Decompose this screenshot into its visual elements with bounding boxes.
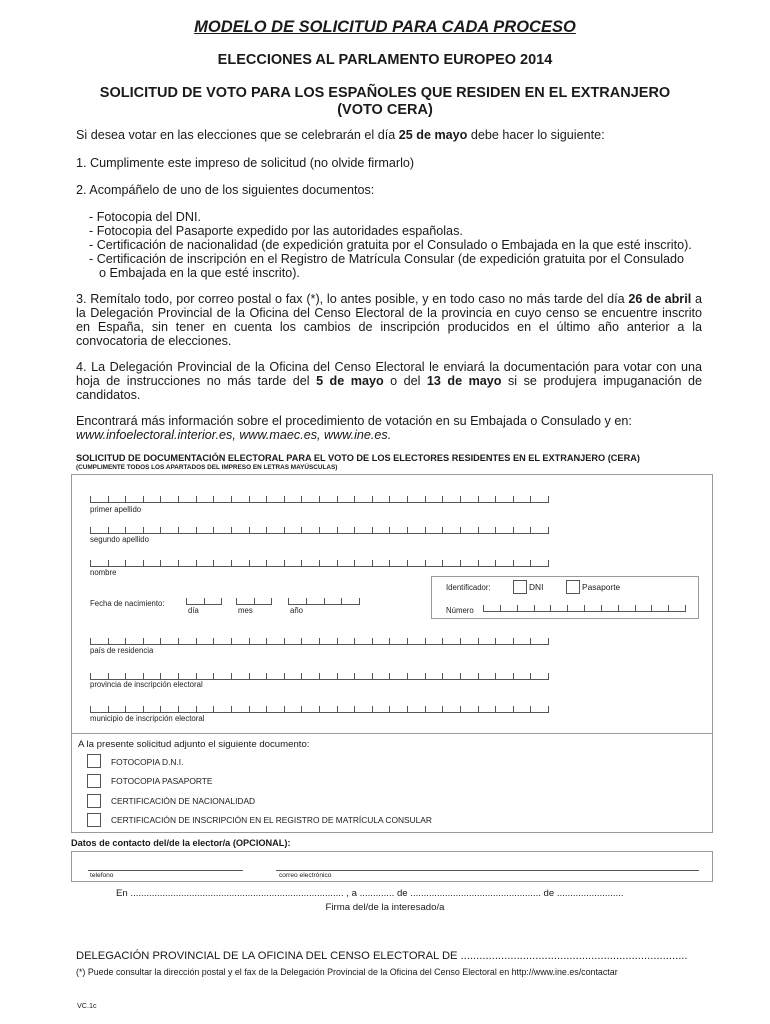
comb-tick — [517, 605, 518, 612]
comb-tick — [125, 496, 126, 503]
comb-tick — [90, 496, 91, 503]
step-4-part3: si se produjera impuganación de candidatos. — [76, 374, 702, 402]
comb-tick — [425, 706, 426, 713]
step-2: 2. Acompáñelo de uno de los siguientes documentos: — [76, 183, 375, 197]
comb-tick — [178, 527, 179, 534]
certificacion-nacionalidad-label: CERTIFICACIÓN DE NACIONALIDAD — [111, 796, 256, 806]
comb-tick — [425, 673, 426, 680]
doc-item-matricula-cont: o Embajada en la que esté inscrito). — [99, 266, 300, 280]
comb-tick — [354, 706, 355, 713]
provincia-field[interactable] — [90, 672, 549, 680]
comb-tick — [548, 706, 549, 713]
provincia-label: provincia de inscripción electoral — [90, 680, 203, 689]
request-heading — [0, 85, 770, 119]
comb-tick — [389, 638, 390, 645]
doc-item-nacionalidad: - Certificación de nacionalidad (de expedición gratuita por el Consulado o Embajada en la que esté inscrito). — [89, 238, 692, 252]
footer-note: (*) Puede consultar la dirección postal y el fax de la Delegación Provincial de la Oficina del Censo Electoral en http://www.ine.es/contactar — [76, 967, 618, 977]
comb-tick — [407, 560, 408, 567]
more-info — [76, 414, 702, 442]
dia-field[interactable] — [186, 597, 222, 605]
comb-tick — [249, 560, 250, 567]
pasaporte-checkbox[interactable] — [566, 580, 580, 594]
comb-tick — [108, 496, 109, 503]
comb-tick — [306, 598, 307, 605]
comb-tick — [213, 638, 214, 645]
form-note: (CUMPLIMENTE TODOS LOS APARTADOS DEL IMPRESO EN LETRAS MAYÚSCULAS) — [76, 464, 338, 471]
numero-label: Número — [446, 606, 474, 615]
comb-tick — [425, 527, 426, 534]
comb-tick — [196, 560, 197, 567]
comb-tick — [513, 706, 514, 713]
comb-tick — [548, 638, 549, 645]
delegacion-line: DELEGACIÓN PROVINCIAL DE LA OFICINA DEL CENSO ELECTORAL DE ......................................................................... — [76, 950, 688, 962]
step-4-date2: 13 de mayo — [426, 374, 502, 388]
comb-tick — [425, 638, 426, 645]
comb-tick — [668, 605, 669, 612]
comb-tick — [337, 638, 338, 645]
comb-tick — [389, 527, 390, 534]
comb-tick — [301, 673, 302, 680]
comb-tick — [567, 605, 568, 612]
comb-tick — [160, 673, 161, 680]
comb-tick — [550, 605, 551, 612]
comb-tick — [319, 706, 320, 713]
comb-tick — [319, 496, 320, 503]
comb-tick — [125, 673, 126, 680]
comb-tick — [90, 638, 91, 645]
comb-tick — [635, 605, 636, 612]
anio-label: año — [290, 606, 304, 615]
comb-tick — [90, 673, 91, 680]
comb-tick — [284, 673, 285, 680]
comb-tick — [288, 598, 289, 605]
comb-tick — [178, 706, 179, 713]
anio-field[interactable] — [288, 597, 360, 605]
comb-tick — [125, 560, 126, 567]
comb-tick — [108, 527, 109, 534]
comb-tick — [460, 706, 461, 713]
comb-tick — [221, 598, 222, 605]
comb-tick — [160, 560, 161, 567]
comb-tick — [108, 560, 109, 567]
comb-tick — [213, 527, 214, 534]
correo-label: correo electrónico — [279, 872, 332, 879]
comb-tick — [284, 496, 285, 503]
comb-tick — [354, 496, 355, 503]
comb-tick — [213, 673, 214, 680]
comb-tick — [178, 560, 179, 567]
comb-tick — [284, 638, 285, 645]
comb-tick — [125, 638, 126, 645]
certificacion-nacionalidad-checkbox[interactable] — [87, 794, 101, 808]
comb-tick — [372, 673, 373, 680]
comb-tick — [478, 706, 479, 713]
form-title: SOLICITUD DE DOCUMENTACIÓN ELECTORAL PARA EL VOTO DE LOS ELECTORES RESIDENTES EN EL EXTRANJERO (CERA) — [76, 453, 640, 463]
signature-line[interactable]: En ................................................................................ , a ............. de ................................................. de ......................... — [116, 888, 624, 899]
comb-tick — [337, 496, 338, 503]
comb-tick — [231, 673, 232, 680]
comb-tick — [284, 527, 285, 534]
comb-tick — [478, 560, 479, 567]
comb-tick — [483, 605, 484, 612]
comb-tick — [319, 527, 320, 534]
comb-tick — [249, 706, 250, 713]
comb-tick — [231, 560, 232, 567]
comb-tick — [178, 673, 179, 680]
step-4 — [76, 360, 702, 402]
comb-tick — [513, 673, 514, 680]
comb-tick — [372, 560, 373, 567]
comb-tick — [125, 706, 126, 713]
doc-item-pasaporte: - Fotocopia del Pasaporte expedido por las autoridades españolas. — [89, 224, 463, 238]
fotocopia-pasaporte-label: FOTOCOPIA PASAPORTE — [111, 776, 213, 786]
telefono-field[interactable] — [88, 870, 243, 871]
municipio-field[interactable] — [90, 705, 549, 713]
comb-tick — [196, 638, 197, 645]
comb-tick — [143, 638, 144, 645]
comb-tick — [530, 638, 531, 645]
telefono-label: telefono — [90, 872, 114, 879]
comb-tick — [160, 527, 161, 534]
municipio-label: municipio de inscripción electoral — [90, 714, 205, 723]
comb-tick — [249, 527, 250, 534]
comb-tick — [495, 496, 496, 503]
comb-tick — [266, 496, 267, 503]
comb-tick — [125, 527, 126, 534]
page-title: MODELO DE SOLICITUD PARA CADA PROCESO — [194, 18, 576, 36]
comb-tick — [495, 527, 496, 534]
comb-tick — [236, 598, 237, 605]
nombre-label: nombre — [90, 568, 117, 577]
intro-after: debe hacer lo siguiente: — [467, 128, 605, 142]
comb-tick — [372, 638, 373, 645]
certificacion-matricula-checkbox[interactable] — [87, 813, 101, 827]
comb-tick — [354, 527, 355, 534]
comb-tick — [90, 527, 91, 534]
intro-text — [76, 128, 702, 142]
comb-tick — [204, 598, 205, 605]
comb-tick — [143, 706, 144, 713]
comb-tick — [425, 560, 426, 567]
comb-tick — [478, 673, 479, 680]
comb-tick — [442, 560, 443, 567]
comb-tick — [685, 605, 686, 612]
mes-field[interactable] — [236, 597, 272, 605]
comb-tick — [478, 496, 479, 503]
comb-tick — [271, 598, 272, 605]
election-subtitle: ELECCIONES AL PARLAMENTO EUROPEO 2014 — [217, 52, 553, 68]
comb-tick — [319, 560, 320, 567]
comb-tick — [266, 706, 267, 713]
numero-field[interactable] — [483, 604, 686, 612]
contact-box — [71, 851, 713, 882]
certificacion-matricula-label: CERTIFICACIÓN DE INSCRIPCIÓN EN EL REGISTRO DE MATRÍCULA CONSULAR — [111, 815, 432, 825]
comb-tick — [407, 527, 408, 534]
comb-tick — [319, 638, 320, 645]
comb-tick — [213, 496, 214, 503]
comb-tick — [513, 638, 514, 645]
doc-item-dni: - Fotocopia del DNI. — [89, 210, 201, 224]
comb-tick — [478, 638, 479, 645]
comb-tick — [372, 706, 373, 713]
comb-tick — [337, 560, 338, 567]
comb-tick — [249, 638, 250, 645]
comb-tick — [389, 560, 390, 567]
comb-tick — [196, 706, 197, 713]
comb-tick — [249, 673, 250, 680]
comb-tick — [266, 673, 267, 680]
comb-tick — [284, 706, 285, 713]
comb-tick — [534, 605, 535, 612]
segundo-apellido-field[interactable] — [90, 526, 549, 534]
comb-tick — [460, 638, 461, 645]
comb-tick — [186, 598, 187, 605]
comb-tick — [108, 706, 109, 713]
comb-tick — [231, 527, 232, 534]
comb-tick — [407, 706, 408, 713]
comb-tick — [548, 560, 549, 567]
comb-tick — [389, 706, 390, 713]
comb-tick — [178, 638, 179, 645]
comb-tick — [196, 527, 197, 534]
correo-field[interactable] — [276, 870, 699, 871]
fotocopia-dni-checkbox[interactable] — [87, 754, 101, 768]
comb-tick — [90, 706, 91, 713]
comb-tick — [407, 638, 408, 645]
dni-checkbox[interactable] — [513, 580, 527, 594]
comb-tick — [301, 496, 302, 503]
comb-tick — [359, 598, 360, 605]
mes-label: mes — [238, 606, 253, 615]
more-info-text: Encontrará más información sobre el procedimiento de votación en su Embajada o Consulado y en: — [76, 414, 632, 428]
comb-tick — [108, 673, 109, 680]
comb-tick — [337, 706, 338, 713]
step-4-part2: o del — [383, 374, 427, 388]
comb-tick — [425, 496, 426, 503]
pais-residencia-label: país de residencia — [90, 646, 154, 655]
comb-tick — [337, 673, 338, 680]
comb-tick — [442, 673, 443, 680]
identificador-label: Identificador: — [446, 583, 491, 592]
comb-tick — [584, 605, 585, 612]
comb-tick — [213, 560, 214, 567]
comb-tick — [354, 638, 355, 645]
comb-tick — [301, 638, 302, 645]
comb-tick — [530, 527, 531, 534]
comb-tick — [618, 605, 619, 612]
comb-tick — [500, 605, 501, 612]
comb-tick — [530, 706, 531, 713]
step-3-before: 3. Remítalo todo, por correo postal o fax (*), lo antes posible, y en todo caso no más tarde del día — [76, 292, 629, 306]
comb-tick — [495, 673, 496, 680]
primer-apellido-field[interactable] — [90, 495, 549, 503]
dia-label: día — [188, 606, 199, 615]
comb-tick — [301, 527, 302, 534]
comb-tick — [301, 706, 302, 713]
comb-tick — [548, 527, 549, 534]
contact-title: Datos de contacto del/de la elector/a (OPCIONAL): — [71, 838, 291, 848]
comb-tick — [249, 496, 250, 503]
form-code: VC.1c — [77, 1001, 97, 1010]
step-3-date: 26 de abril — [628, 292, 692, 306]
comb-tick — [389, 496, 390, 503]
comb-tick — [231, 638, 232, 645]
comb-tick — [372, 527, 373, 534]
comb-tick — [254, 598, 255, 605]
comb-tick — [266, 638, 267, 645]
comb-tick — [354, 673, 355, 680]
comb-tick — [354, 560, 355, 567]
websites: www.infoelectoral.interior.es, www.maec.es, www.ine.es. — [76, 428, 392, 442]
comb-tick — [372, 496, 373, 503]
comb-tick — [495, 560, 496, 567]
comb-tick — [651, 605, 652, 612]
comb-tick — [324, 598, 325, 605]
nombre-field[interactable] — [90, 559, 549, 567]
step-4-part1: 4. La Delegación Provincial de la Oficina del Censo Electoral le enviará la documentación para votar con una hoja de instrucciones no más tarde del — [76, 360, 702, 388]
fecha-nacimiento-label: Fecha de nacimiento: — [90, 599, 165, 608]
comb-tick — [337, 527, 338, 534]
comb-tick — [160, 496, 161, 503]
comb-tick — [231, 496, 232, 503]
pais-residencia-field[interactable] — [90, 637, 549, 645]
fotocopia-pasaporte-checkbox[interactable] — [87, 774, 101, 788]
comb-tick — [407, 496, 408, 503]
comb-tick — [143, 560, 144, 567]
comb-tick — [407, 673, 408, 680]
comb-tick — [460, 560, 461, 567]
pasaporte-label: Pasaporte — [582, 582, 621, 592]
comb-tick — [231, 706, 232, 713]
comb-tick — [513, 496, 514, 503]
comb-tick — [530, 673, 531, 680]
comb-tick — [548, 673, 549, 680]
comb-tick — [442, 638, 443, 645]
comb-tick — [160, 706, 161, 713]
comb-tick — [460, 527, 461, 534]
comb-tick — [460, 673, 461, 680]
comb-tick — [319, 673, 320, 680]
comb-tick — [266, 560, 267, 567]
comb-tick — [389, 673, 390, 680]
comb-tick — [108, 638, 109, 645]
intro-before: Si desea votar en las elecciones que se celebrarán el día — [76, 128, 399, 142]
comb-tick — [530, 560, 531, 567]
fotocopia-dni-label: FOTOCOPIA D.N.I. — [111, 757, 184, 767]
comb-tick — [548, 496, 549, 503]
comb-tick — [143, 527, 144, 534]
comb-tick — [143, 673, 144, 680]
comb-tick — [495, 638, 496, 645]
step-3 — [76, 292, 702, 348]
segundo-apellido-label: segundo apellido — [90, 535, 149, 544]
request-heading-line2: (VOTO CERA) — [337, 102, 433, 118]
comb-tick — [160, 638, 161, 645]
signature-label: Firma del/de la interesado/a — [325, 902, 445, 913]
request-heading-line1: SOLICITUD DE VOTO PARA LOS ESPAÑOLES QUE RESIDEN EN EL EXTRANJERO — [99, 85, 671, 101]
doc-item-matricula: - Certificación de inscripción en el Registro de Matrícula Consular (de expedición gratuita por el Consulado — [89, 252, 685, 266]
comb-tick — [196, 496, 197, 503]
comb-tick — [266, 527, 267, 534]
comb-tick — [178, 496, 179, 503]
comb-tick — [442, 527, 443, 534]
step-3-after: a la Delegación Provincial de la Oficina del Censo Electoral de la provincia en cuyo censo se encuentre inscrito en España, sin tener en cuenta los cambios de inscripción producidos en el último año anterior a la convocatoria de elecciones. — [76, 292, 702, 348]
comb-tick — [442, 496, 443, 503]
comb-tick — [442, 706, 443, 713]
comb-tick — [213, 706, 214, 713]
comb-tick — [513, 527, 514, 534]
comb-tick — [530, 496, 531, 503]
comb-tick — [601, 605, 602, 612]
primer-apellido-label: primer apellido — [90, 505, 142, 514]
comb-tick — [460, 496, 461, 503]
step-1: 1. Cumplimente este impreso de solicitud (no olvide firmarlo) — [76, 156, 415, 170]
intro-date: 25 de mayo — [398, 128, 468, 142]
dni-label: DNI — [529, 582, 544, 592]
comb-tick — [196, 673, 197, 680]
comb-tick — [284, 560, 285, 567]
comb-tick — [478, 527, 479, 534]
comb-tick — [143, 496, 144, 503]
comb-tick — [513, 560, 514, 567]
comb-tick — [495, 706, 496, 713]
attachments-title: A la presente solicitud adjunto el siguiente documento: — [78, 739, 310, 750]
comb-tick — [341, 598, 342, 605]
documents-list — [89, 210, 719, 280]
comb-tick — [301, 560, 302, 567]
step-4-date1: 5 de mayo — [316, 374, 384, 388]
comb-tick — [90, 560, 91, 567]
